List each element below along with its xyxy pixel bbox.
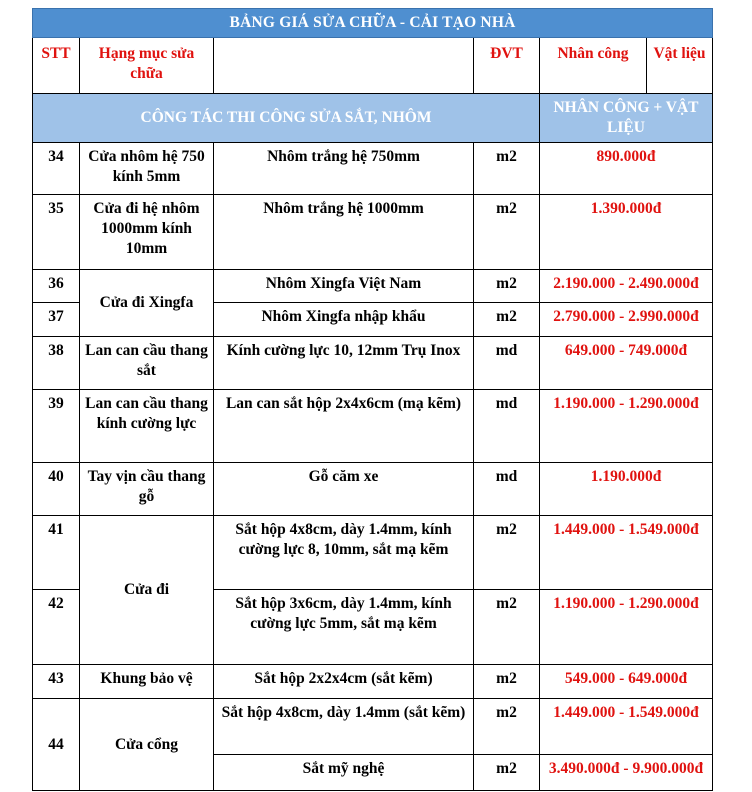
row-price: 1.449.000 - 1.549.000đ [540,516,713,590]
row-unit: m2 [474,755,540,791]
table-row [33,143,713,195]
row-stt: 41 [33,516,80,590]
row-stt: 38 [33,337,80,390]
title-row [33,9,713,38]
row-desc: Sắt hộp 2x2x4cm (sắt kẽm) [214,665,474,699]
row-desc: Sắt hộp 4x8cm, dày 1.4mm (sắt kẽm) [214,699,474,755]
row-price: 649.000 - 749.000đ [540,337,713,390]
header-desc [214,38,474,94]
row-desc: Nhôm trắng hệ 1000mm [214,195,474,270]
row-stt: 34 [33,143,80,195]
row-item: Cửa cổng [80,699,214,791]
table-row [33,516,713,590]
row-stt: 42 [33,590,80,665]
row-unit: m2 [474,516,540,590]
table-row [33,390,713,463]
row-desc: Gỗ căm xe [214,463,474,516]
row-desc: Sắt mỹ nghệ [214,755,474,791]
header-row [33,38,713,94]
price-table-container [32,8,712,791]
row-desc: Nhôm Xingfa nhập khẩu [214,303,474,337]
row-unit: m2 [474,699,540,755]
header-item: Hạng mục sửa chữa [80,38,214,94]
row-item: Tay vịn cầu thang gỗ [80,463,214,516]
row-stt: 37 [33,303,80,337]
row-item: Cửa đi hệ nhôm 1000mm kính 10mm [80,195,214,270]
row-unit: m2 [474,303,540,337]
row-price: 1.190.000 - 1.290.000đ [540,390,713,463]
row-unit: m2 [474,195,540,270]
row-desc: Kính cường lực 10, 12mm Trụ Inox [214,337,474,390]
header-material: Vật liệu [647,38,713,94]
row-item: Lan can cầu thang kính cường lực [80,390,214,463]
section-title: CÔNG TÁC THI CÔNG SỬA SẮT, NHÔM [33,94,540,143]
section-price-label: NHÂN CÔNG + VẬT LIỆU [540,94,713,143]
table-row [33,665,713,699]
row-price: 3.490.000đ - 9.900.000đ [540,755,713,791]
row-item: Cửa nhôm hệ 750 kính 5mm [80,143,214,195]
table-title: BẢNG GIÁ SỬA CHỮA - CẢI TẠO NHÀ [33,9,713,38]
row-price: 2.790.000 - 2.990.000đ [540,303,713,337]
table-row [33,270,713,303]
section-row [33,94,713,143]
row-price: 890.000đ [540,143,713,195]
row-unit: md [474,390,540,463]
row-stt: 35 [33,195,80,270]
table-row [33,195,713,270]
row-stt: 40 [33,463,80,516]
row-desc: Nhôm trắng hệ 750mm [214,143,474,195]
header-labor: Nhân công [540,38,647,94]
row-unit: md [474,463,540,516]
row-desc: Sắt hộp 3x6cm, dày 1.4mm, kính cường lực 5mm, sắt mạ kẽm [214,590,474,665]
row-unit: m2 [474,143,540,195]
row-unit: md [474,337,540,390]
row-price: 1.190.000đ [540,463,713,516]
row-price: 1.390.000đ [540,195,713,270]
row-price: 549.000 - 649.000đ [540,665,713,699]
price-table [32,8,713,791]
row-desc: Nhôm Xingfa Việt Nam [214,270,474,303]
row-stt: 36 [33,270,80,303]
row-item: Khung bảo vệ [80,665,214,699]
row-price: 1.449.000 - 1.549.000đ [540,699,713,755]
row-price: 2.190.000 - 2.490.000đ [540,270,713,303]
row-desc: Sắt hộp 4x8cm, dày 1.4mm, kính cường lực 8, 10mm, sắt mạ kẽm [214,516,474,590]
row-desc: Lan can sắt hộp 2x4x6cm (mạ kẽm) [214,390,474,463]
row-stt: 39 [33,390,80,463]
row-item: Cửa đi Xingfa [80,270,214,337]
table-row [33,699,713,755]
row-stt: 44 [33,699,80,791]
row-unit: m2 [474,270,540,303]
header-unit: ĐVT [474,38,540,94]
row-item: Lan can cầu thang sắt [80,337,214,390]
table-row [33,337,713,390]
row-unit: m2 [474,665,540,699]
header-stt: STT [33,38,80,94]
table-row [33,463,713,516]
row-price: 1.190.000 - 1.290.000đ [540,590,713,665]
row-item: Cửa đi [80,516,214,665]
row-stt: 43 [33,665,80,699]
row-unit: m2 [474,590,540,665]
